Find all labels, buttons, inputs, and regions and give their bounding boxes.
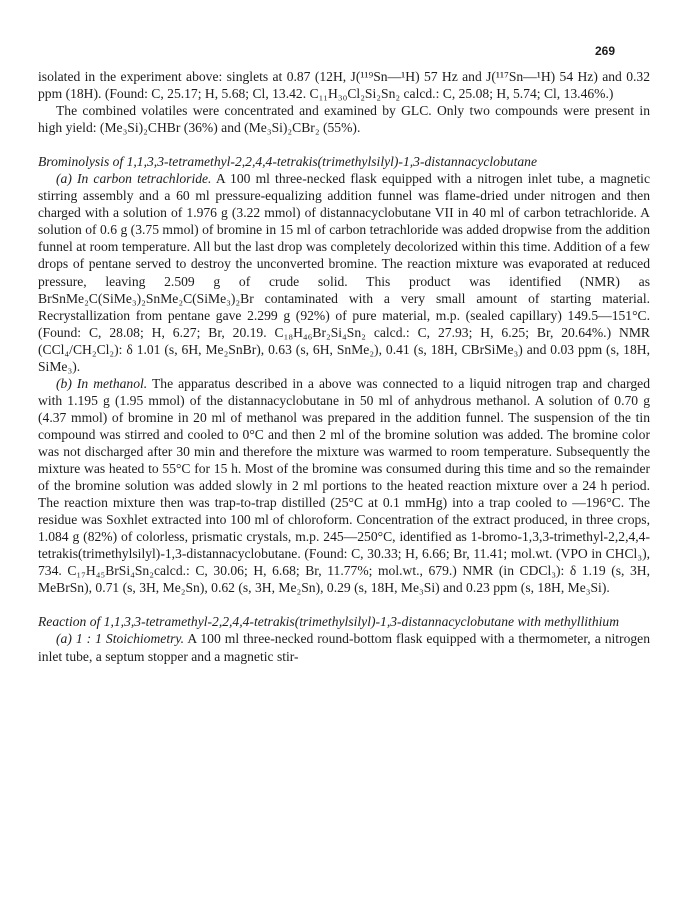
paragraph-carbon-tetrachloride <box>38 170 650 375</box>
subsection-text-b: The apparatus described in a above was connected to a liquid nitrogen trap and charged with 1.195 g (1.95 mmol) of the distannacyclobutane in 50 ml of anhydrous methanol. A solution of 0.70 g (4.37 mmol) of bromine in 20 ml of methanol was prepared in the addition funnel. The suspension of the tin compound was stirred and cooled to 0°C and then 2 ml of the bromine solution was added. The bromine color was not discharged after 30 min and therefore the mixture was warmed to room temperature. Subsequently the mixture was heated to 55°C for 15 h. Most of the bromine was consumed during this time and so the remainder of the bromine solution was added slowly in 2 ml portions to the heated reaction mixture over a 24 h period. The reaction mixture then was trap-to-trap distilled (25°C at 0.1 mmHg) into a trap cooled to —196°C. The residue was Soxhlet extracted into 100 ml of chloroform. Concentration of the extract produced, in three crops, 1.084 g (82%) of colorless, prismatic crystals, m.p. 245—250°C, identified as 1-bromo-1,3,3-trimethyl-2,2,4,4-tetrakis(trimethylsilyl)-1,3-distannacyclobutane. (Found: C, 30.33; H, 6.66; Br, 11.41; mol.wt. (VPO in CHCl₃), 734. C₁₇H₄₅BrSi₄Sn₂calcd.: C, 30.06; H, 6.68; Br, 11.77%; mol.wt., 679.) NMR (in CDCl₃): δ 1.19 (s, 3H, MeBrSn), 0.71 (s, 3H, Me₂Sn), 0.62 (s, 3H, Me₂Sn), 0.29 (s, 18H, Me₃Si) and 0.23 ppm (s, 18H, Me₃Si). <box>38 375 650 596</box>
paragraph-methanol <box>38 375 650 597</box>
section-heading-methyllithium: Reaction of 1,1,3,3-tetramethyl-2,2,4,4-tetrakis(trimethylsilyl)-1,3-distannacyclobutane with methyllithium <box>38 614 620 630</box>
page-number: 269 <box>594 44 615 58</box>
section-gap <box>38 136 650 153</box>
subsection-title-a: (a) In carbon tetrachloride. <box>56 171 212 187</box>
paragraph-glc: The combined volatiles were concentrated and examined by GLC. Only two compounds were present in high yield: (Me₃Si)₂CHBr (36%) and (Me₃Si)₂CBr₂ (55%). <box>38 103 650 136</box>
section-gap <box>38 596 650 613</box>
body-text <box>38 68 650 665</box>
paragraph-nmr-data: isolated in the experiment above: singlets at 0.87 (12H, J(¹¹⁹Sn—¹H) 57 Hz and J(¹¹⁷Sn—¹H) 54 Hz) and 0.32 ppm (18H). (Found: C, 25.17; H, 5.68; Cl, 13.42. C₁₁H₃₀Cl₂Si₂Sn₂ calcd.: C, 25.08; H, 5.74; Cl, 13.46%.) <box>38 69 650 102</box>
subsection-text-stoichiometry: A 100 ml three-necked round-bottom flask equipped with a thermometer, a nitrogen inlet tube, a septum stopper and a magnetic stir- <box>38 631 651 664</box>
paragraph-stoichiometry <box>38 630 650 664</box>
subsection-text-a: A 100 ml three-necked flask equipped with a nitrogen inlet tube, a magnetic stirring assembly and a 60 ml pressure-equalizing addition funnel was flame-dried under nitrogen and then charged with a solution of 1.976 g (3.22 mmol) of distannacyclobutane VII in 40 ml of carbon tetrachloride. A solution of 0.6 g (3.75 mmol) of bromine in 15 ml of carbon tetrachloride was added dropwise from the addition funnel at room temperature. All but the last drop was completely decolorized within this time. Addition of a few drops of pentane served to destroy the unconverted bromine. The reaction mixture was evaporated at reduced pressure, leaving 2.509 g of crude solid. This product was identified (NMR) as BrSnMe₂C(SiMe₃)₂SnMe₂C(SiMe₃)₂Br contaminated with a very small amount of starting material. Recrystallization from pentane gave 2.299 g (92%) of pure material, m.p. (sealed capillary) 149.5—151°C. (Found: C, 28.08; H, 6.27; Br, 20.19. C₁₈H₄₆Br₂Si₄Sn₂ calcd.: C, 27.93; H, 6.25; Br, 20.64%.) NMR (CCl₄/CH₂Cl₂): δ 1.01 (s, 6H, Me₂SnBr), 0.63 (s, 6H, SnMe₂), 0.41 (s, 18H, CBrSiMe₃) and 0.03 ppm (s, 18H, SiMe₃). <box>38 171 650 374</box>
subsection-title-b: (b) In methanol. <box>56 375 148 391</box>
section-heading-brominolysis: Brominolysis of 1,1,3,3-tetramethyl-2,2,4,4-tetrakis(trimethylsilyl)-1,3-distannacyclobutane <box>38 154 537 170</box>
subsection-title-stoichiometry: (a) 1 : 1 Stoichiometry. <box>56 631 185 647</box>
